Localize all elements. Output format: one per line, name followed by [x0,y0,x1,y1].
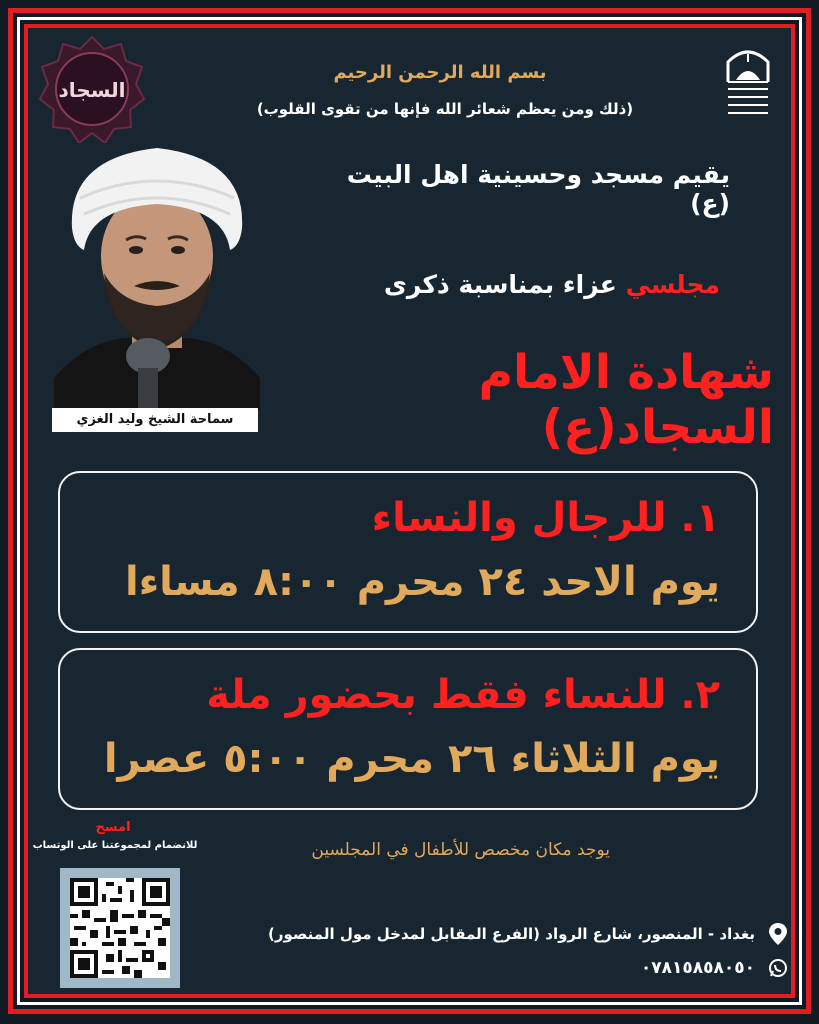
scan-label: امسح [95,820,131,835]
basmala: بسم الله الرحمن الرحيم [333,62,547,83]
session-card-1 [58,471,758,633]
phone-number[interactable]: ٠٧٨١٥٨٥٨٠٥٠ [640,958,755,978]
majlis-line [300,270,720,299]
session-1-time: يوم الاحد ٢٤ محرم ٨:٠٠ مساءا [124,559,720,605]
seal-text: السجاد [58,78,126,102]
qr-pattern [70,878,170,978]
speaker-name-tag: سماحة الشيخ وليد الغزي [52,408,258,432]
session-1-title: ١. للرجال والنساء [371,495,720,541]
sajjad-calligraphy-seal [38,35,146,143]
kids-space-note: يوجد مكان مخصص للأطفال في المجلسين [311,840,610,860]
majlis-rest: عزاء بمناسبة ذكرى [383,270,617,299]
host-line: يقيم مسجد وحسينية اهل البيت (ع) [346,160,730,218]
martyrdom-title: شهادة الامام السجاد(ع) [478,345,774,455]
majlis-word: مجلسي [625,270,720,299]
session-card-2 [58,648,758,810]
quran-verse: (ذلك ومن يعظم شعائر الله فإنها من تقوى القلوب) [256,100,634,118]
address-text: بغداد - المنصور، شارع الرواد (الفرع المقابل لمدخل مول المنصور) [267,925,755,943]
speaker-portrait [54,138,260,410]
whatsapp-qr-code[interactable] [60,868,180,988]
whatsapp-icon [768,958,788,978]
scan-subtext: للانضمام لمجموعتنا على الوتساب [32,840,198,851]
session-2-time: يوم الثلاثاء ٢٦ محرم ٥:٠٠ عصرا [103,736,720,782]
mosque-logo [718,40,778,130]
session-2-title: ٢. للنساء فقط بحضور ملة [206,672,720,718]
map-pin-icon [768,922,788,946]
